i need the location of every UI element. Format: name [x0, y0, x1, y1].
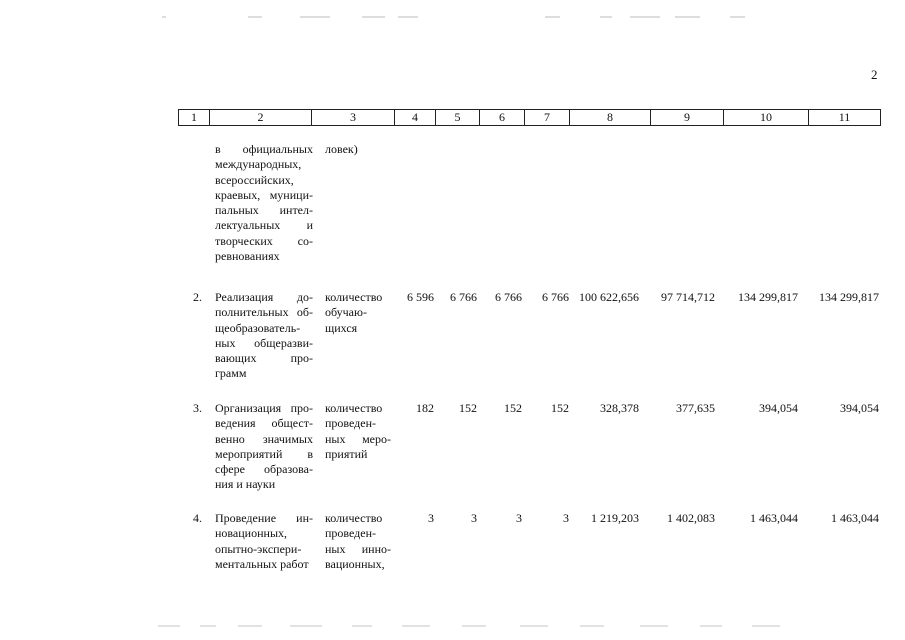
- value-col-6: 3: [516, 511, 522, 525]
- text-line: вающих про-: [215, 351, 313, 366]
- row-description: [215, 511, 313, 572]
- text-line: новационных,: [215, 526, 288, 541]
- text-line: Реализация до-: [215, 290, 313, 304]
- continuation-unit: [325, 142, 391, 157]
- text-line: пальных интел-: [215, 203, 313, 218]
- value-col-11: 134 299,817: [819, 290, 879, 304]
- column-header: 3: [312, 110, 395, 126]
- text-line: ревнованиях: [215, 249, 280, 264]
- text-line: щеобразователь-: [215, 320, 301, 335]
- value-col-9: 377,635: [676, 401, 715, 415]
- text-line: в официальных: [215, 142, 313, 156]
- text-line: ловек): [325, 142, 358, 156]
- text-line: ных общеразви-: [215, 335, 313, 350]
- text-line: творческих со-: [215, 233, 313, 248]
- value-col-8: 1 219,203: [591, 511, 639, 525]
- row-number: 2.: [193, 290, 202, 304]
- column-header: 9: [651, 110, 724, 126]
- text-line: ведения общест-: [215, 416, 313, 431]
- column-header: 10: [724, 110, 809, 126]
- text-line: мероприятий в: [215, 446, 313, 461]
- value-col-4: 6 596: [407, 290, 434, 304]
- column-header: 8: [570, 110, 651, 126]
- value-col-7: 3: [563, 511, 569, 525]
- column-header: 4: [395, 110, 436, 126]
- column-header: 6: [480, 110, 525, 126]
- value-col-4: 3: [428, 511, 434, 525]
- text-line: обучаю-: [325, 305, 367, 320]
- text-line: щихся: [325, 320, 358, 335]
- text-line: опытно-экспери-: [215, 541, 302, 556]
- value-col-9: 1 402,083: [667, 511, 715, 525]
- row-unit: [325, 290, 391, 336]
- row-number: 3.: [193, 401, 202, 415]
- column-header: 5: [436, 110, 480, 126]
- row-unit: [325, 401, 391, 462]
- text-line: Проведение ин-: [215, 511, 313, 525]
- text-line: всероссийских,: [215, 172, 294, 187]
- value-col-5: 152: [459, 401, 477, 415]
- text-line: лектуальных и: [215, 218, 313, 233]
- scan-artifact-bottom: [0, 622, 905, 630]
- column-header: 11: [809, 110, 881, 126]
- column-header: 7: [525, 110, 570, 126]
- text-line: количество: [325, 401, 383, 415]
- text-line: ных меро-: [325, 431, 391, 446]
- value-col-10: 1 463,044: [750, 511, 798, 525]
- text-line: вационных,: [325, 556, 385, 571]
- value-col-8: 100 622,656: [579, 290, 639, 304]
- text-line: грамм: [215, 366, 247, 381]
- text-line: ния и науки: [215, 477, 276, 492]
- value-col-7: 152: [551, 401, 569, 415]
- row-description: [215, 401, 313, 493]
- row-number: 4.: [193, 511, 202, 525]
- value-col-5: 6 766: [450, 290, 477, 304]
- text-line: полнительных об-: [215, 305, 313, 320]
- value-col-6: 6 766: [495, 290, 522, 304]
- text-line: сфере образова-: [215, 462, 313, 477]
- text-line: приятий: [325, 446, 368, 461]
- value-col-6: 152: [504, 401, 522, 415]
- column-header-row: [178, 109, 881, 126]
- row-unit: [325, 511, 391, 572]
- text-line: проведен-: [325, 416, 377, 431]
- row-description: [215, 290, 313, 382]
- value-col-11: 394,054: [840, 401, 879, 415]
- page-number: 2: [871, 67, 878, 82]
- column-header: 1: [179, 110, 210, 126]
- text-line: Организация про-: [215, 401, 313, 415]
- text-line: проведен-: [325, 526, 377, 541]
- text-line: краевых, муници-: [215, 187, 313, 202]
- scan-artifact-top: [0, 14, 905, 20]
- text-line: международных,: [215, 157, 302, 172]
- value-col-11: 1 463,044: [831, 511, 879, 525]
- text-line: количество: [325, 511, 383, 525]
- value-col-8: 328,378: [600, 401, 639, 415]
- text-line: венно значимых: [215, 431, 313, 446]
- continuation-description: [215, 142, 313, 264]
- value-col-9: 97 714,712: [661, 290, 715, 304]
- value-col-10: 134 299,817: [738, 290, 798, 304]
- text-line: ментальных работ: [215, 556, 309, 571]
- column-header: 2: [210, 110, 312, 126]
- value-col-7: 6 766: [542, 290, 569, 304]
- text-line: количество: [325, 290, 383, 304]
- value-col-5: 3: [471, 511, 477, 525]
- text-line: ных инно-: [325, 541, 391, 556]
- value-col-4: 182: [416, 401, 434, 415]
- value-col-10: 394,054: [759, 401, 798, 415]
